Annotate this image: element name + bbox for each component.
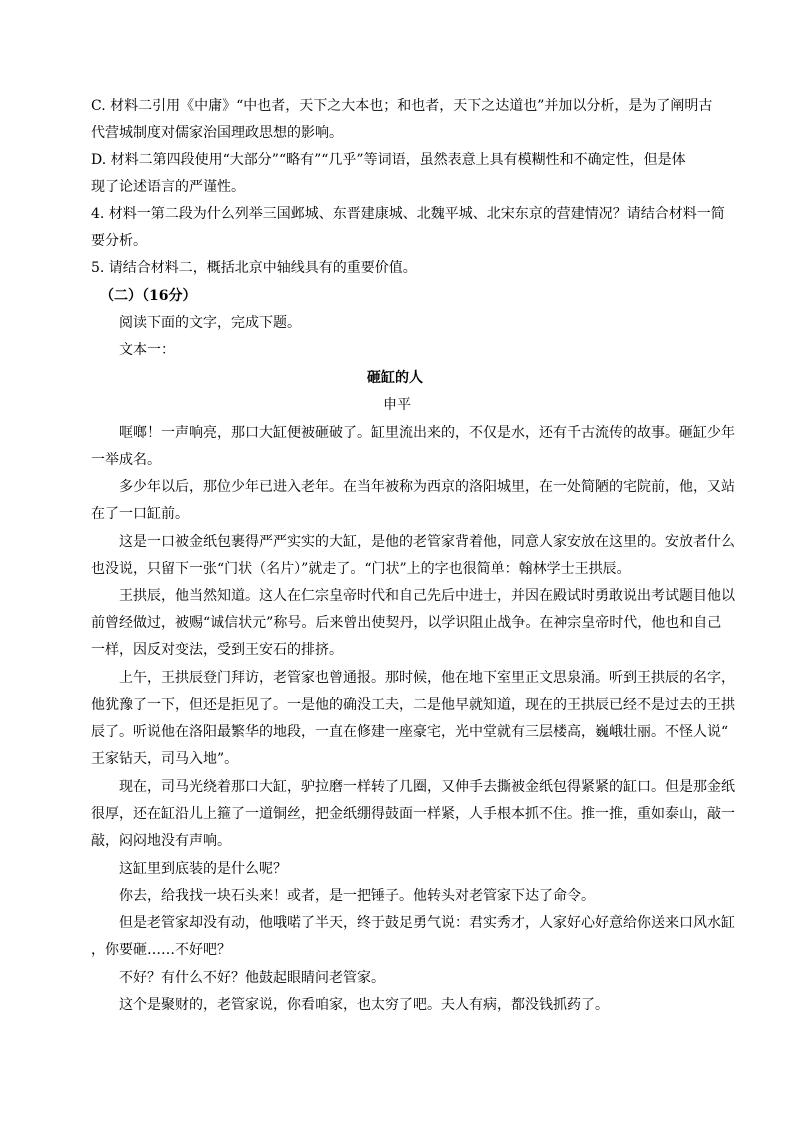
paragraph-6-line-3: 敲，闷闷地没有声响。 (91, 833, 231, 849)
paragraph-9-line-1: 但是老管家却没有动，他哦喏了半天，终于鼓足勇气说：君实秀才，人家好心好意给你送来口风水缸 (119, 915, 735, 931)
section-heading: （二）（16分） (100, 288, 197, 304)
paragraph-1-line-2: 一举成名。 (91, 452, 161, 468)
paragraph-3-line-1: 这是一口被金纸包裹得严严实实的大缸，是他的老管家背着他，同意人家安放在这里的。安放者什么 (119, 534, 735, 550)
paragraph-4-line-1: 王拱辰，他当然知道。这人在仁宗皇帝时代和自己先后中进士，并因在殿试时勇敢说出考试题目他以 (119, 588, 735, 604)
paragraph-4-line-2: 前曾经做过，被赐“诚信状元”称号。后来曾出使契丹，以学识阻止战争。在神宗皇帝时代，他也和自己 (91, 615, 722, 631)
question-4-line-2: 要分析。 (91, 233, 147, 249)
paragraph-4-line-3: 一样，因反对变法，受到王安石的排挤。 (91, 642, 343, 658)
question-4-line-1: 4. 材料一第二段为什么列举三国邺城、东晋建康城、北魏平城、北宋东京的营建情况？请结合材料一简 (91, 206, 725, 222)
option-c-line-2: 代营城制度对儒家治国理政思想的影响。 (91, 125, 343, 141)
paragraph-2-line-2: 在了一口缸前。 (91, 506, 189, 522)
paragraph-11: 这个是聚财的，老管家说，你看咱家，也太穷了吧。夫人有病，都没钱抓药了。 (119, 997, 609, 1013)
story-author: 申平 (383, 397, 411, 413)
text-one-label: 文本一： (119, 342, 175, 358)
paragraph-1-line-1: 哐啷！一声响亮，那口大缸便被砸破了。缸里流出来的，不仅是水，还有千古流传的故事。砸缸少年 (119, 425, 735, 441)
paragraph-5-line-4: 王家钻天，司马入地”。 (91, 751, 239, 767)
paragraph-9-line-2: ，你要砸……不好吧？ (91, 942, 231, 958)
paragraph-6-line-1: 现在，司马光绕着那口大缸，驴拉磨一样转了几圈，又伸手去撕被金纸包得紧紧的缸口。但是那金纸 (119, 779, 735, 795)
paragraph-6-line-2: 很厚，还在缸沿儿上箍了一道铜丝，把金纸绷得鼓面一样紧，人手根本抓不住。推一推，重如泰山，敲一 (91, 806, 735, 822)
paragraph-5-line-1: 上午，王拱辰登门拜访，老管家也曾通报。那时候，他在地下室里正文思泉涌。听到王拱辰的名字， (119, 670, 735, 686)
reading-instruction: 阅读下面的文字，完成下题。 (119, 315, 301, 331)
paragraph-10: 不好？有什么不好？他鼓起眼睛问老管家。 (119, 970, 385, 986)
option-d-line-1: D. 材料二第四段使用“大部分”“略有”“几乎”等词语，虽然表意上具有模糊性和不确定性，但是体 (91, 152, 686, 168)
story-title: 砸缸的人 (367, 370, 423, 386)
paragraph-7: 这缸里到底装的是什么呢？ (119, 861, 287, 877)
paragraph-3-line-2: 也没说，只留下一张“门状（名片）”就走了。“门状”上的字也很简单：翰林学士王拱辰。 (91, 561, 631, 577)
option-c-line-1: C. 材料二引用《中庸》“中也者，天下之大本也；和也者，天下之达道也”并加以分析，是为了阐明古 (91, 98, 713, 114)
paragraph-5-line-2: 他犹豫了一下，但还是拒见了。一是他的确没工夫，二是他早就知道，现在的王拱辰已经不是过去的王拱 (91, 697, 735, 713)
paragraph-8: 你去，给我找一块石头来！或者，是一把锤子。他转头对老管家下达了命令。 (119, 888, 595, 904)
paragraph-5-line-3: 辰了。听说他在洛阳最繁华的地段，一直在修建一座豪宅，光中堂就有三层楼高，巍峨壮丽。不怪人说“ (91, 724, 729, 740)
option-d-line-2: 现了论述语言的严谨性。 (91, 179, 245, 195)
question-5: 5. 请结合材料二，概括北京中轴线具有的重要价值。 (91, 260, 417, 276)
paragraph-2-line-1: 多少年以后，那位少年已进入老年。在当年被称为西京的洛阳城里，在一处简陋的宅院前，他，又站 (119, 479, 735, 495)
